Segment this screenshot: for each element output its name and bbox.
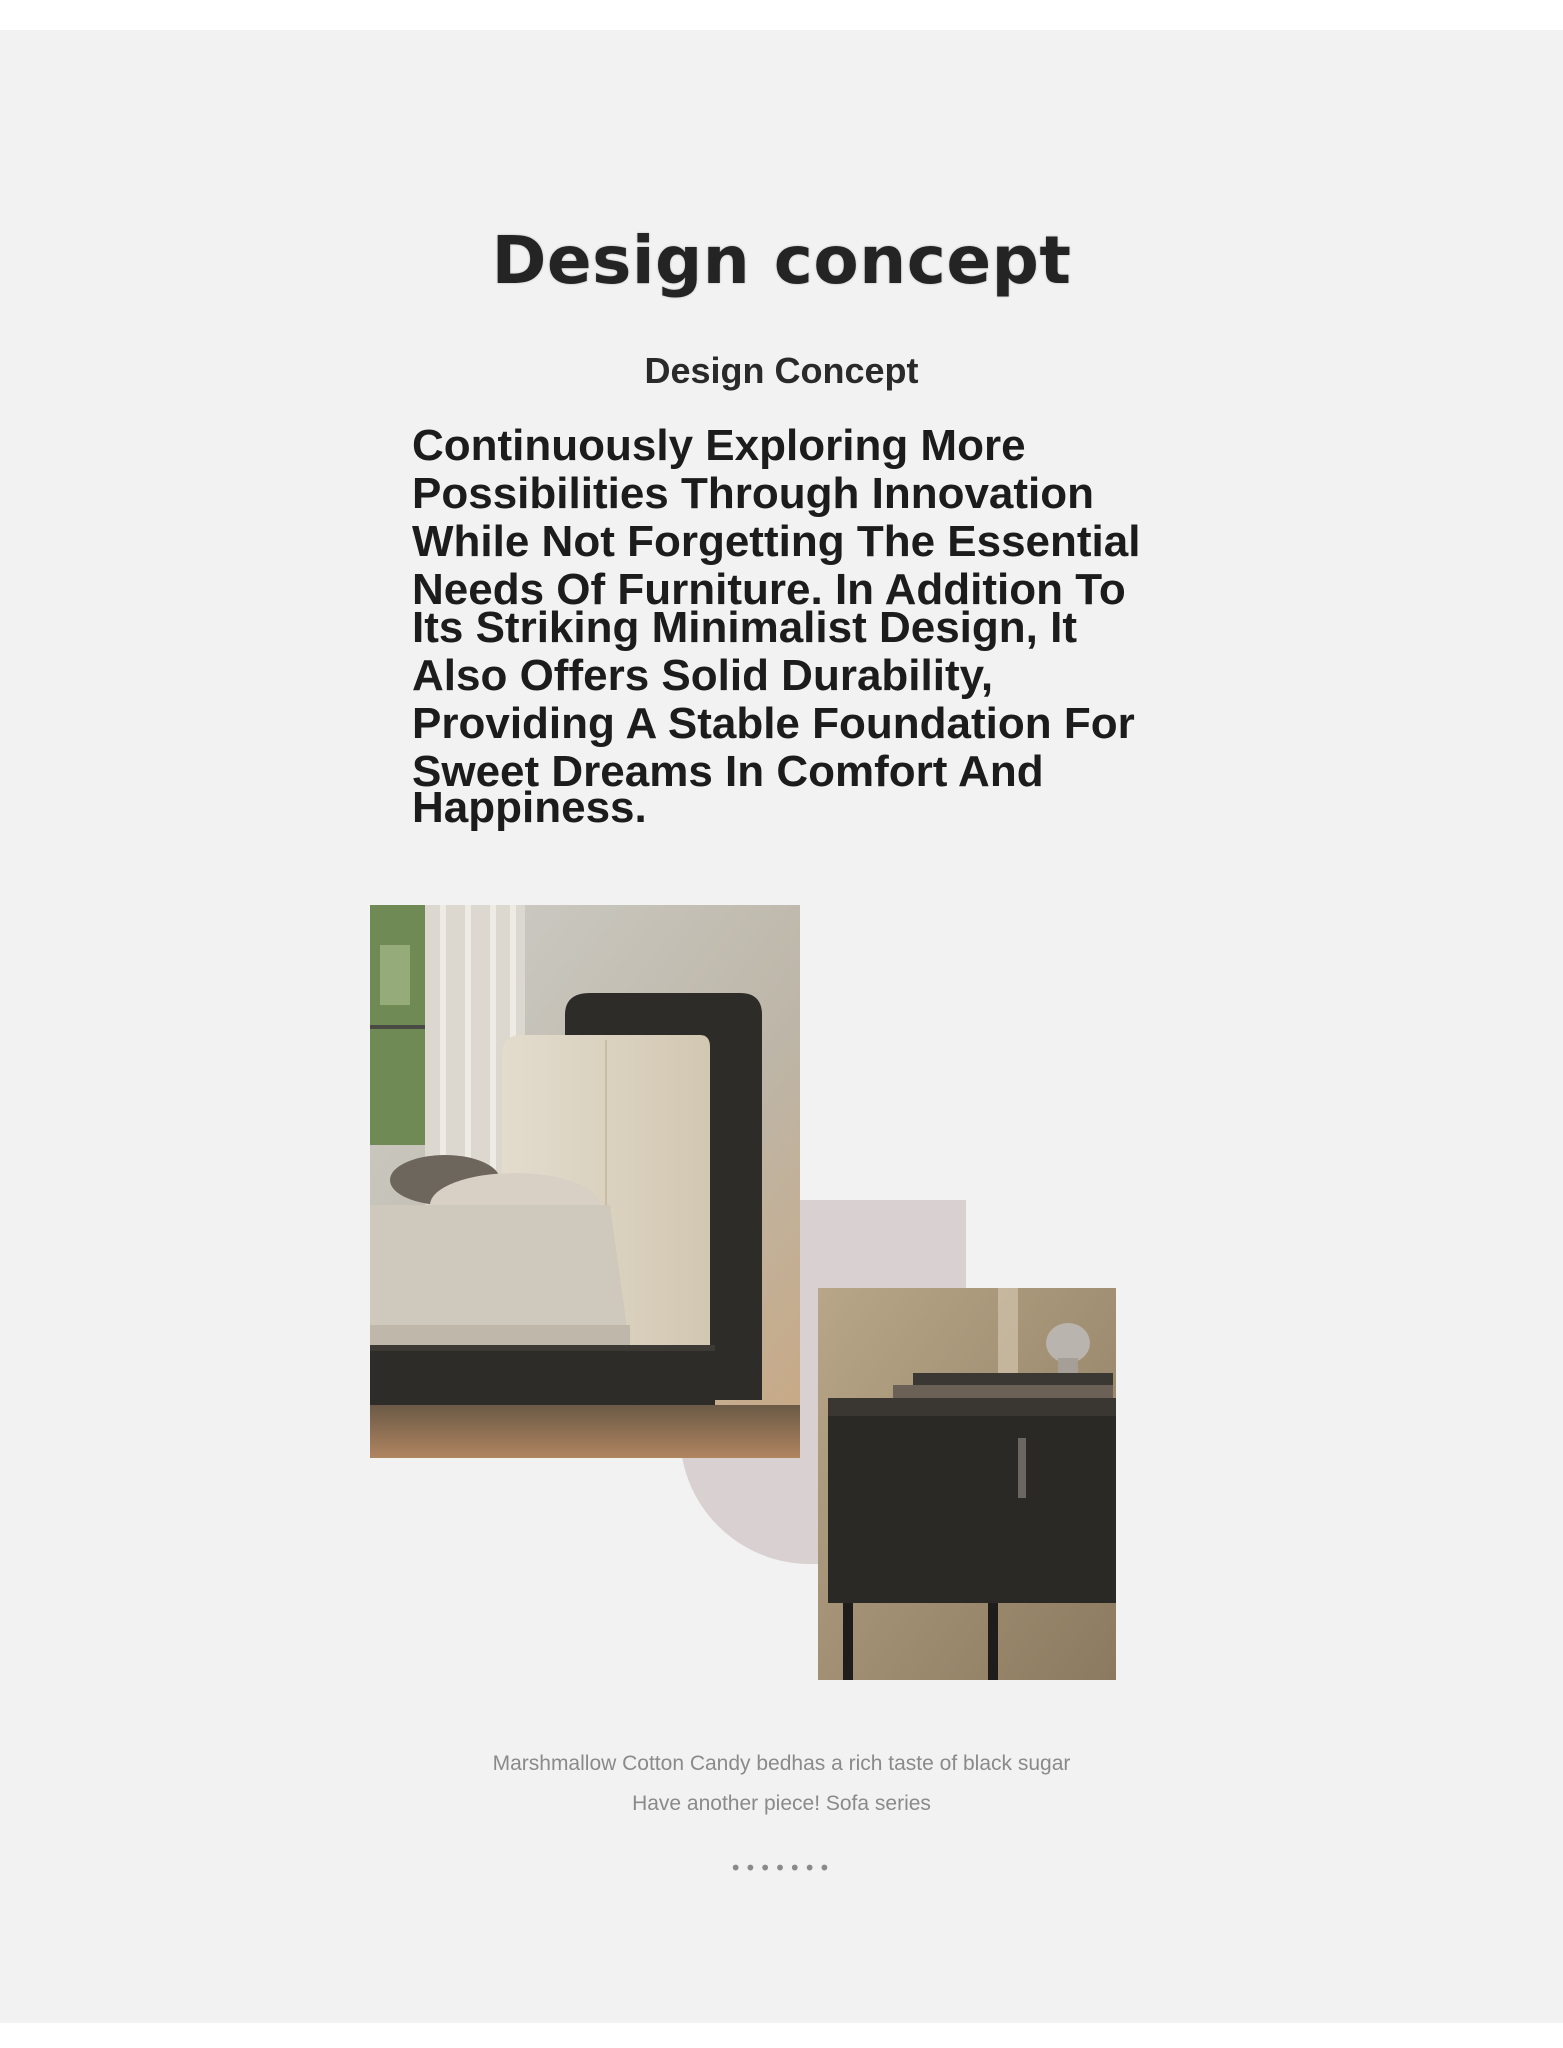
description-line: Needs Of Furniture. In Addition To	[412, 565, 1126, 614]
description-line: While Not Forgetting The Essential	[412, 517, 1141, 566]
description-line: Continuously Exploring More	[412, 421, 1026, 470]
description-line: Happiness.	[412, 783, 647, 832]
nightstand-photo	[818, 1288, 1116, 1680]
description-line: Providing A Stable Foundation For	[412, 699, 1135, 748]
caption-line-2: Have another piece! Sofa series	[632, 1792, 931, 1815]
description-line: Its Striking Minimalist Design, It	[412, 603, 1077, 652]
bed-photo	[370, 905, 800, 1458]
description-paragraph	[412, 421, 1141, 832]
pagination-dots: •••••••	[729, 1856, 834, 1880]
description-line: Possibilities Through Innovation	[412, 469, 1095, 518]
section-subtitle: Design Concept	[644, 350, 919, 391]
page-title: Design concept	[491, 222, 1072, 299]
description-line: Also Offers Solid Durability,	[412, 651, 994, 700]
description-line: Sweet Dreams In Comfort And	[412, 747, 1044, 796]
caption-line-1: Marshmallow Cotton Candy bedhas a rich taste of black sugar	[492, 1752, 1071, 1775]
